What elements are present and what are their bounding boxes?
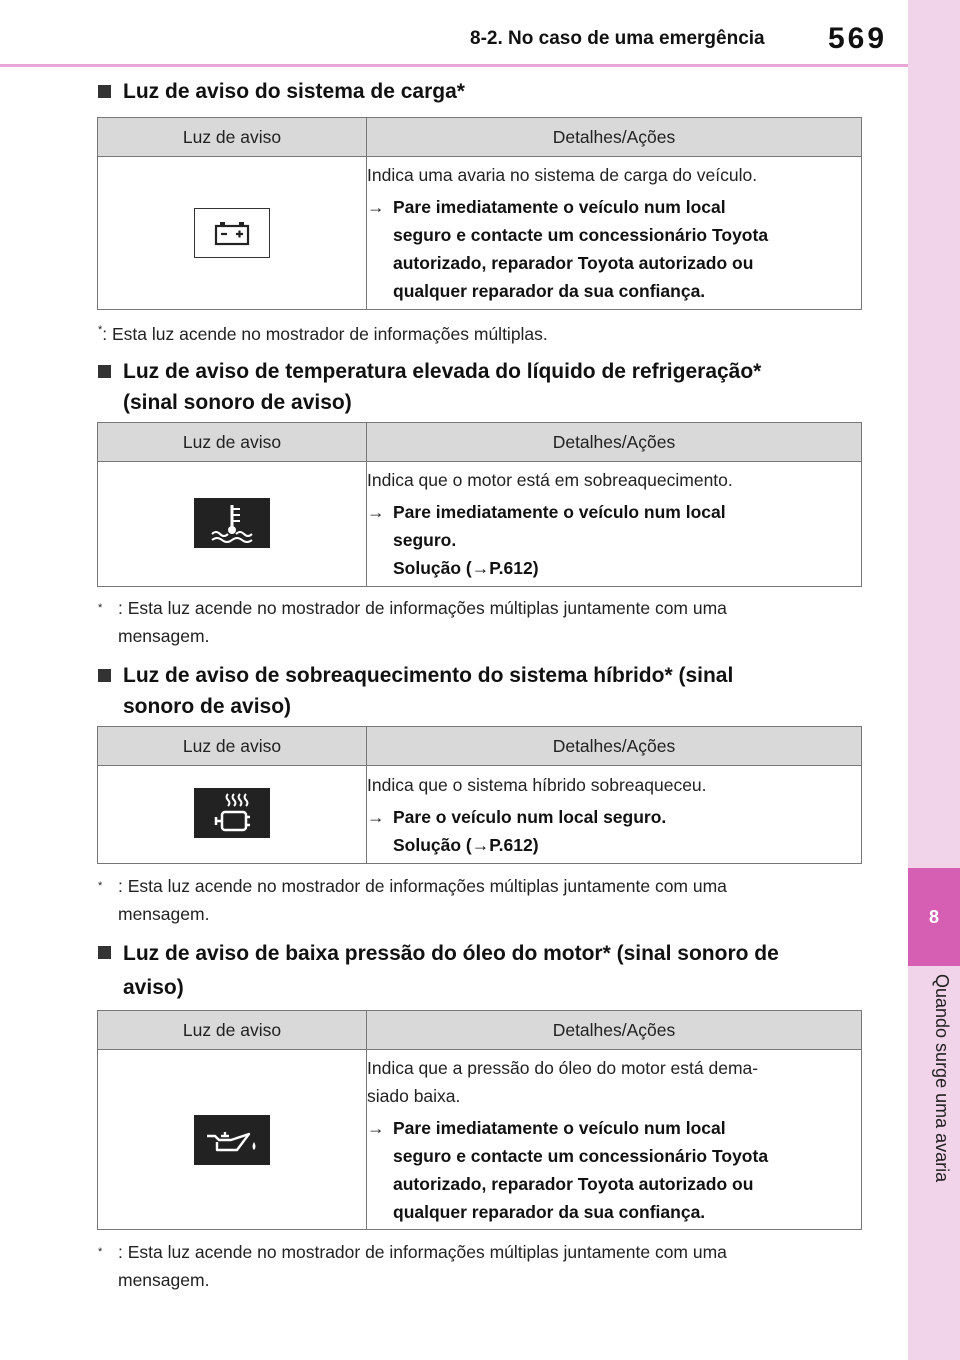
- arrow-right-icon: →: [367, 806, 385, 827]
- section-heading-charging: [98, 76, 878, 107]
- action-line: seguro e contacte um concessionário Toyota: [393, 1145, 769, 1166]
- description-text: Indica uma avaria no sistema de carga do veículo.: [367, 165, 758, 185]
- section-heading-hybrid-overheat: [98, 660, 878, 722]
- coolant-temperature-icon: [194, 498, 270, 548]
- footnote-text: [98, 316, 548, 348]
- table-header-row: [98, 118, 862, 157]
- chapter-title: Quando surge uma avaria: [932, 974, 952, 1183]
- footnote-line: : Esta luz acende no mostrador de informações múltiplas juntamente com uma: [118, 1242, 727, 1262]
- action-text: [393, 193, 768, 305]
- footnote-text: [118, 594, 727, 650]
- action-line: qualquer reparador da sua confiança.: [393, 281, 706, 301]
- footnote-line: mensagem.: [118, 904, 210, 924]
- heading-text: Luz de aviso do sistema de carga*: [123, 80, 465, 103]
- footnote-mark-wrap: [98, 594, 118, 650]
- description-text: Indica que o motor está em sobreaquecimento.: [367, 470, 733, 490]
- warning-table-coolant: [97, 422, 862, 587]
- column-header-warning-light: Luz de aviso: [98, 118, 367, 157]
- description-text: [367, 1054, 861, 1110]
- footnote-line: : Esta luz acende no mostrador de informações múltiplas juntamente com uma: [118, 876, 727, 896]
- icon-cell: [98, 157, 367, 310]
- description-line: siado baixa.: [367, 1085, 461, 1106]
- footnote-line: : Esta luz acende no mostrador de informações múltiplas juntamente com uma: [118, 598, 727, 618]
- icon-cell: [98, 766, 367, 864]
- section-heading-coolant: [98, 356, 878, 418]
- footnote-hybrid-overheat: [98, 872, 858, 928]
- action-line: autorizado, reparador Toyota autorizado ou: [393, 253, 754, 273]
- footnote-charging: [98, 316, 858, 348]
- icon-cell: [98, 1050, 367, 1230]
- action-line: Pare imediatamente o veículo num local: [393, 197, 726, 217]
- heading-line: (sinal sonoro de aviso): [123, 391, 352, 414]
- icon-cell: [98, 462, 367, 587]
- action-line: seguro.: [393, 530, 457, 550]
- details-cell: [367, 157, 862, 310]
- footnote-mark: *: [98, 324, 103, 336]
- column-header-details: Detalhes/Ações: [367, 423, 862, 462]
- table-row: [98, 157, 862, 310]
- column-header-details: Detalhes/Ações: [367, 1011, 862, 1050]
- table-row: [98, 1050, 862, 1230]
- square-bullet-icon: [98, 85, 111, 98]
- action-line: Pare o veículo num local seguro.: [393, 806, 667, 827]
- action-line: Pare imediatamente o veículo num local: [393, 502, 726, 522]
- heading-line: aviso): [123, 976, 184, 999]
- footnote-coolant: [98, 594, 858, 650]
- arrow-right-icon: →: [367, 197, 385, 217]
- table-header-row: [98, 423, 862, 462]
- oil-pressure-icon: [194, 1115, 270, 1165]
- square-bullet-icon: [98, 365, 111, 378]
- warning-table-charging: [97, 117, 862, 310]
- heading-text: [123, 937, 878, 1005]
- arrow-right-icon: →: [367, 502, 385, 522]
- footnote-mark: *: [98, 1246, 103, 1258]
- page-reference-link[interactable]: Solução (→P.612): [393, 558, 539, 578]
- column-header-warning-light: Luz de aviso: [98, 423, 367, 462]
- square-bullet-icon: [98, 946, 111, 959]
- action-text: [393, 498, 726, 582]
- action-text: [393, 1114, 768, 1226]
- heading-line: Luz de aviso de temperatura elevada do líquido de refrigeração*: [123, 360, 762, 383]
- action-instruction: [367, 193, 861, 305]
- details-cell: [367, 766, 862, 864]
- action-line: Pare imediatamente o veículo num local: [393, 1117, 726, 1138]
- heading-line: Luz de aviso de baixa pressão do óleo do motor* (sinal sonoro de: [123, 942, 779, 965]
- table-header-row: [98, 727, 862, 766]
- heading-text: [123, 356, 878, 418]
- section-title: 8-2. No caso de uma emergência: [470, 28, 765, 49]
- action-line: seguro e contacte um concessionário Toyota: [393, 225, 769, 245]
- footnote-body: : Esta luz acende no mostrador de informações múltiplas.: [102, 323, 548, 344]
- action-line: qualquer reparador da sua confiança.: [393, 1201, 706, 1222]
- footnote-line: mensagem.: [118, 1270, 210, 1290]
- footnote-oil-pressure: [98, 1238, 858, 1294]
- chapter-number-tab[interactable]: 8: [908, 868, 960, 966]
- section-heading-oil-pressure: [98, 937, 878, 1005]
- table-header-row: [98, 1011, 862, 1050]
- footnote-mark-wrap: [98, 872, 118, 928]
- action-line: autorizado, reparador Toyota autorizado ou: [393, 1173, 754, 1194]
- details-cell: [367, 462, 862, 587]
- warning-table-oil-pressure: [97, 1010, 862, 1230]
- footnote-mark: *: [98, 880, 103, 892]
- heading-text: [123, 660, 878, 722]
- footnote-mark-wrap: [98, 1238, 118, 1294]
- action-instruction: [367, 1114, 861, 1226]
- page-reference-link[interactable]: Solução (→P.612): [393, 834, 539, 855]
- arrow-right-icon: →: [367, 1117, 385, 1138]
- column-header-warning-light: Luz de aviso: [98, 1011, 367, 1050]
- footnote-mark: *: [98, 602, 103, 614]
- heading-line: Luz de aviso de sobreaquecimento do sistema híbrido* (sinal: [123, 664, 734, 687]
- warning-table-hybrid-overheat: [97, 726, 862, 864]
- column-header-details: Detalhes/Ações: [367, 118, 862, 157]
- heading-line: sonoro de aviso): [123, 695, 292, 718]
- action-text: [393, 803, 666, 859]
- action-instruction: [367, 498, 861, 582]
- action-instruction: [367, 803, 861, 859]
- table-row: [98, 462, 862, 587]
- footnote-line: mensagem.: [118, 626, 210, 646]
- hybrid-system-overheat-icon: [194, 788, 270, 838]
- table-row: [98, 766, 862, 864]
- square-bullet-icon: [98, 669, 111, 682]
- description-line: Indica que a pressão do óleo do motor está dema-: [367, 1057, 759, 1078]
- header-divider: [0, 64, 908, 67]
- battery-icon: [194, 208, 270, 258]
- footnote-text: [118, 1238, 727, 1294]
- column-header-warning-light: Luz de aviso: [98, 727, 367, 766]
- footnote-text: [118, 872, 727, 928]
- page-number: 569: [828, 22, 888, 55]
- description-text: Indica que o sistema híbrido sobreaqueceu.: [367, 774, 707, 795]
- column-header-details: Detalhes/Ações: [367, 727, 862, 766]
- details-cell: [367, 1050, 862, 1230]
